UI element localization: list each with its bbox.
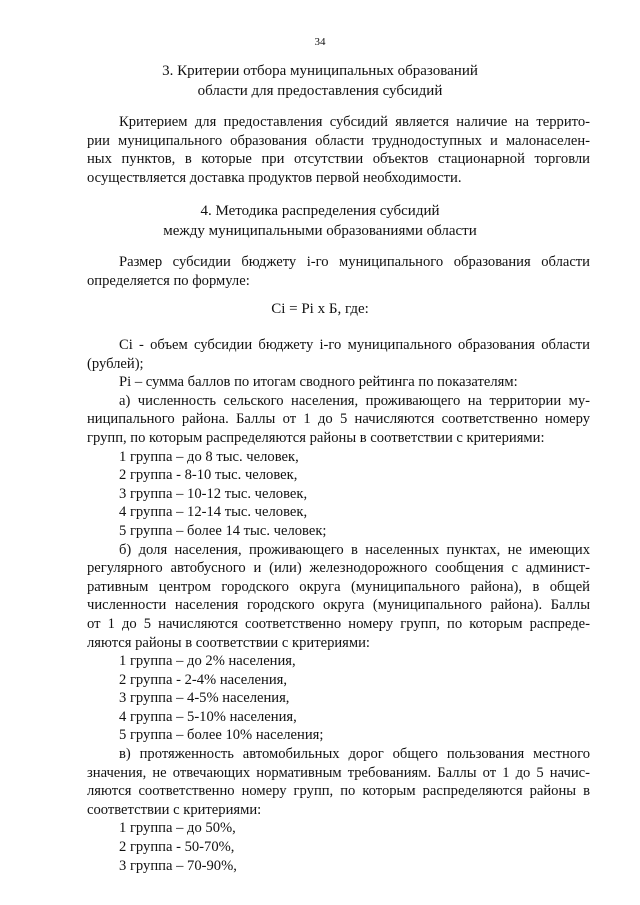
title-line: 3. Критерии отбора муниципальных образований [162,63,478,79]
text-line: Сi - объем субсидии бюджету і-го муниципального образования области [119,337,590,353]
text-line: а) численность сельского населения, проживающего на территории му- [119,392,590,409]
list-item: 5 группа – более 10% населения; [119,727,324,744]
list-item: 1 группа – до 8 тыс. человек, [119,448,299,465]
section-3-title [0,61,640,101]
text-line: ниципального района. Баллы от 1 до 5 начисляются соответственно номеру [87,411,590,428]
text-line: Критерием для предоставления субсидий является наличие на террито- [119,114,590,130]
text-line: в) протяженность автомобильных дорог общего пользования местного [119,746,590,763]
text-line: Размер субсидии бюджету і-го муниципального образования области [119,254,590,270]
section-4-intro [87,253,590,290]
list-item: 4 группа – 5-10% населения, [119,708,297,725]
list-item: 2 группа - 2-4% населения, [119,671,288,688]
title-line: 4. Методика распределения субсидий [200,203,440,219]
list-item: 1 группа – до 50%, [119,820,236,837]
list-item: 5 группа – более 14 тыс. человек; [119,522,327,539]
text-line: регулярного автобусного и (или) железнодорожного сообщения с админист- [87,560,590,577]
section-4-body [87,336,590,875]
page-number: 34 [314,36,326,48]
list-item: 3 группа – 70-90%, [119,857,237,874]
list-item: 1 группа – до 2% населения, [119,653,296,670]
title-line: между муниципальными образованиями области [163,223,477,239]
list-item: 2 группа - 50-70%, [119,839,235,856]
text-line: соответствии с критериями: [87,801,262,818]
section-4-title [0,201,640,241]
text-line: групп, по которым распределяются районы в соответствии с критериями: [87,429,545,446]
text-line: Рi – сумма баллов по итогам сводного рейтинга по показателям: [119,374,518,391]
list-item: 4 группа – 12-14 тыс. человек, [119,504,308,521]
list-item: 3 группа – 10-12 тыс. человек, [119,485,308,502]
title-line: области для предоставления субсидий [197,83,443,99]
text-line: ных пунктов, в которые при отсутствии объектов стационарной торговли [87,151,590,168]
text-line: рии муниципального образования области труднодоступных и малонаселен- [87,132,590,149]
text-line: б) доля населения, проживающего в населенных пунктах, не имеющих [119,541,590,558]
formula: Сi = Рi х Б, где: [271,301,369,317]
text-line: значения, не отвечающих нормативным требованиям. Баллы от 1 до 5 начис- [87,764,590,781]
text-line: определяется по формуле: [87,272,250,289]
list-item: 3 группа – 4-5% населения, [119,690,290,707]
list-item: 2 группа - 8-10 тыс. человек, [119,467,298,484]
text-line: от 1 до 5 начисляются соответственно номеру групп, по которым распреде- [87,615,590,632]
text-line: ративным центром городского округа (муниципального района), в общей [87,578,590,595]
text-line: ляются районы в соответствии с критериями: [87,634,370,651]
text-line: (рублей); [87,355,144,372]
text-line: осуществляется доставка продуктов первой необходимости. [87,169,462,186]
text-line: численности населения городского округа (муниципального района). Баллы [87,597,590,614]
text-line: ляются соответственно номеру групп, по которым распределяются районы в [87,783,590,800]
section-3-paragraph [87,113,590,187]
